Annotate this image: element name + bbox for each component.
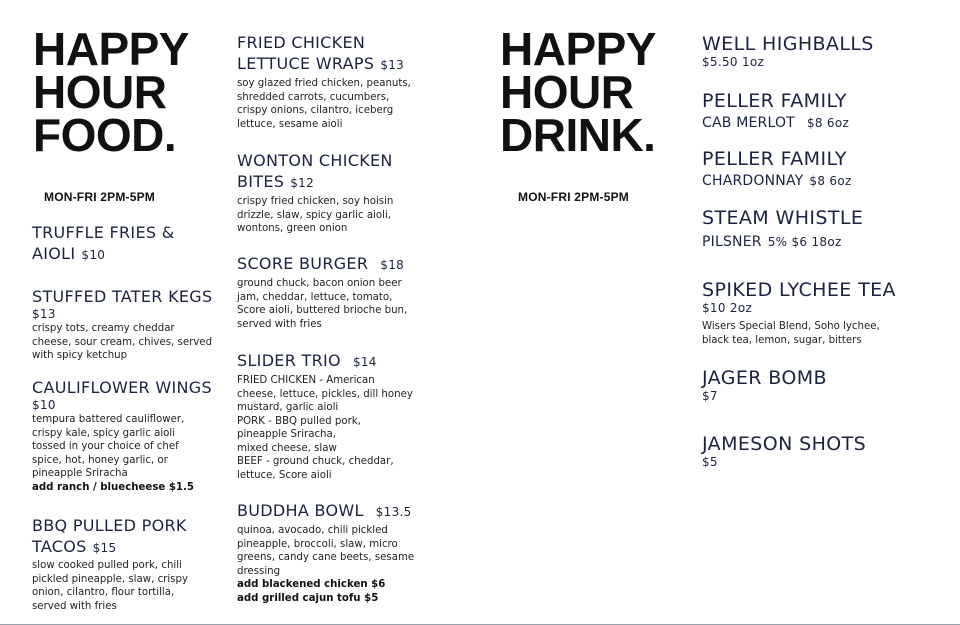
menu-item-fried-chicken-lettuce-wraps (237, 32, 447, 131)
menu-item-score-burger (237, 253, 447, 331)
item-price: $5 (702, 455, 718, 469)
item-name: WELL HIGHBALLS (702, 33, 874, 55)
item-price: $10 (32, 398, 56, 412)
drink-item-jager-bomb (702, 367, 942, 404)
drink-title: HAPPY HOUR DRINK. (500, 23, 656, 161)
item-description: tempura battered cauliflower, crispy kale, spicy garlic aioli tossed in your choice of chef spice, hot, honey garlic, or pineapple Sriracha (32, 414, 185, 479)
item-price: $10 2oz (702, 301, 753, 315)
item-name: PELLER FAMILY (702, 90, 847, 112)
item-name: STEAM WHISTLE (702, 207, 864, 229)
item-name: JAGER BOMB (702, 367, 827, 389)
item-name: SPIKED LYCHEE TEA (702, 279, 896, 301)
item-name: SCORE BURGER (237, 254, 369, 273)
item-description: ground chuck, bacon onion beer jam, cheddar, lettuce, tomato, Score aioli, buttered brioche bun, served with fries (237, 278, 408, 330)
item-name: JAMESON SHOTS (702, 433, 867, 455)
drink-item-peller-cab-merlot (702, 90, 942, 132)
item-price: 5% $6 18oz (767, 235, 842, 249)
item-subname: PILSNER (702, 234, 762, 250)
item-description: crispy tots, creamy cheddar cheese, sour cream, chives, served with spicy ketchup (32, 323, 213, 361)
item-price: $15 (92, 541, 117, 555)
menu-item-stuffed-tater-kegs (32, 286, 227, 363)
item-addon: add ranch / bluecheese $1.5 (32, 481, 194, 493)
item-price: $13.5 (375, 505, 412, 519)
menu-item-cauliflower-wings (32, 377, 227, 494)
item-addon: add blackened chicken $6 add grilled cajun tofu $5 (237, 579, 386, 604)
item-name: STUFFED TATER KEGS (32, 287, 213, 306)
item-name: BBQ PULLED PORK TACOS (32, 516, 187, 556)
item-description: slow cooked pulled pork, chili pickled pineapple, slaw, crispy onion, cilantro, flour tortilla, served with fries (32, 560, 188, 612)
item-name: BUDDHA BOWL (237, 501, 364, 520)
drink-item-steam-whistle (702, 207, 942, 251)
item-description: crispy fried chicken, soy hoisin drizzle, slaw, spicy garlic aioli, wontons, green onion (237, 196, 394, 234)
item-name: WONTON CHICKEN BITES (237, 151, 393, 191)
item-name: TRUFFLE FRIES & AIOLI (32, 223, 175, 263)
drink-item-spiked-lychee-tea (702, 279, 942, 347)
menu-item-slider-trio (237, 350, 447, 482)
item-name: PELLER FAMILY (702, 148, 847, 170)
item-price: $10 (81, 248, 106, 262)
item-subname: CAB MERLOT (702, 115, 795, 131)
item-price: $7 (702, 389, 718, 403)
item-price: $12 (290, 176, 315, 190)
item-name: CAULIFLOWER WINGS (32, 378, 212, 397)
item-description: soy glazed fried chicken, peanuts, shredded carrots, cucumbers, crispy onions, cilantro, iceberg lettuce, sesame aioli (237, 78, 411, 130)
drink-hours: MON-FRI 2PM-5PM (518, 190, 629, 204)
item-price: $5.50 1oz (702, 55, 765, 69)
item-name: FRIED CHICKEN LETTUCE WRAPS (237, 33, 375, 73)
menu-item-truffle-fries (32, 222, 222, 264)
menu-item-wonton-chicken-bites (237, 150, 447, 236)
food-hours: MON-FRI 2PM-5PM (44, 190, 155, 204)
item-price: $13 (32, 307, 56, 321)
food-title: HAPPY HOUR FOOD. (33, 23, 189, 161)
menu-item-buddha-bowl (237, 500, 447, 605)
drink-header (500, 23, 656, 161)
item-name: SLIDER TRIO (237, 351, 341, 370)
food-header (33, 23, 189, 161)
drink-item-peller-chardonnay (702, 148, 942, 190)
item-subname: CHARDONNAY (702, 173, 804, 189)
item-price: $8 6oz (809, 174, 852, 188)
item-description: FRIED CHICKEN - American cheese, lettuce, pickles, dill honey mustard, garlic aioli PORK - BBQ pulled pork, pineapple Sriracha, mixed cheese, slaw BEEF - ground chuck, cheddar, lettuce, Score aioli (237, 375, 413, 481)
menu-item-bbq-pulled-pork-tacos (32, 515, 227, 613)
item-price: $13 (380, 58, 405, 72)
drink-item-well-highballs (702, 33, 942, 70)
drink-item-jameson-shots (702, 433, 942, 470)
item-description: Wisers Special Blend, Soho lychee, black tea, lemon, sugar, bitters (702, 321, 880, 346)
item-price: $14 (352, 355, 377, 369)
item-price: $8 6oz (806, 116, 850, 130)
item-price: $18 (380, 258, 405, 272)
item-description: quinoa, avocado, chili pickled pineapple, broccoli, slaw, micro greens, candy cane beets, sesame dressing (237, 525, 415, 577)
